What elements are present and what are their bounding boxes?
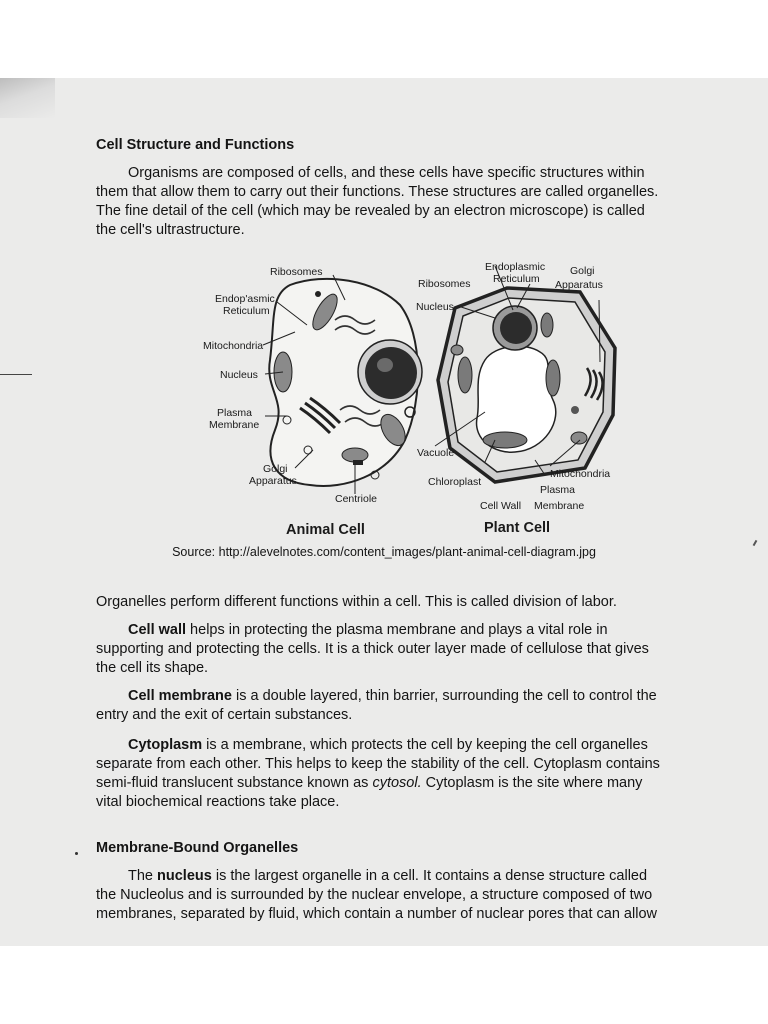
figure-source: Source: http://alevelnotes.com/content_images/plant-animal-cell-diagram.jpg bbox=[172, 545, 596, 559]
label-plant-vacuole: Vacuole bbox=[417, 447, 455, 459]
label-animal-mitochondria: Mitochondria bbox=[203, 340, 264, 352]
label-plant-golgi: Golgi bbox=[570, 265, 595, 277]
label-plant-er-1: Endoplasmic bbox=[485, 261, 546, 273]
label-animal-apparatus: Apparatus bbox=[249, 475, 297, 487]
cytoplasm-line-2: separate from each other. This helps to keep the stability of the cell. Cytoplasm contains bbox=[96, 756, 660, 772]
intro-line-4: the cell's ultrastructure. bbox=[96, 222, 245, 238]
cell-diagram bbox=[195, 250, 635, 548]
label-plant-ribosomes: Ribosomes bbox=[418, 278, 471, 290]
cell-wall-line-2: supporting and protecting the cells. It is a thick outer layer made of cellulose that gives bbox=[96, 641, 649, 657]
cell-membrane-line-1: Cell membrane is a double layered, thin barrier, surrounding the cell to control the bbox=[128, 688, 657, 704]
section-title: Cell Structure and Functions bbox=[96, 137, 295, 153]
label-plant-membrane: Membrane bbox=[534, 500, 585, 512]
label-animal-ribosomes: Ribosomes bbox=[270, 266, 323, 278]
label-animal-er-1: Endop'asmic bbox=[215, 293, 275, 305]
animal-cell-drawing bbox=[263, 275, 422, 494]
label-animal-plasma: Plasma bbox=[217, 407, 253, 419]
cytosol-term: cytosol. bbox=[372, 775, 422, 791]
intro-line-2: them that allow them to carry out their functions. These structures are called organelles. bbox=[96, 184, 659, 200]
label-plant-nucleus: Nucleus bbox=[416, 301, 454, 313]
label-animal-nucleus: Nucleus bbox=[220, 369, 258, 381]
plant-cell-drawing bbox=[435, 266, 615, 482]
nucleus-term: nucleus bbox=[157, 868, 212, 884]
label-animal-golgi: Golgi bbox=[263, 463, 288, 475]
label-plant-mitochondria: Mitochondria bbox=[550, 468, 611, 480]
cell-wall-term: Cell wall bbox=[128, 622, 187, 638]
bullet-dot bbox=[75, 852, 78, 855]
label-plant-er-2: Reticulum bbox=[493, 273, 540, 285]
label-plant-apparatus: Apparatus bbox=[555, 279, 603, 291]
animal-cell-title: Animal Cell bbox=[286, 522, 365, 538]
cell-wall-line-3: the cell its shape. bbox=[96, 660, 209, 676]
cell-membrane-term: Cell membrane bbox=[128, 688, 232, 704]
label-animal-centriole: Centriole bbox=[335, 493, 378, 505]
cytoplasm-line-3: semi-fluid translucent substance known as cytosol. Cytoplasm is the site where many bbox=[96, 775, 643, 791]
nucleus-line-2: the Nucleolus and is surrounded by the nuclear envelope, a structure composed of two bbox=[96, 887, 653, 903]
nucleus-line-3: membranes, separated by fluid, which contain a number of nuclear pores that can allow bbox=[96, 906, 657, 922]
cell-membrane-line-2: entry and the exit of certain substances. bbox=[96, 707, 353, 723]
intro-line-3: The fine detail of the cell (which may be revealed by an electron microscope) is called bbox=[96, 203, 645, 219]
plant-cell-title: Plant Cell bbox=[484, 520, 551, 536]
page-bottom-margin bbox=[0, 946, 768, 1024]
cytoplasm-line-1: Cytoplasm is a membrane, which protects the cell by keeping the cell organelles bbox=[128, 737, 648, 753]
label-plant-cell-wall: Cell Wall bbox=[480, 500, 522, 512]
intro-line-1: Organisms are composed of cells, and these cells have specific structures within bbox=[128, 165, 645, 181]
cytoplasm-line-4: vital biochemical reactions take place. bbox=[96, 794, 340, 810]
margin-mark bbox=[0, 374, 32, 375]
nucleus-line-1: The nucleus is the largest organelle in a cell. It contains a dense structure called bbox=[128, 868, 648, 884]
cytoplasm-term: Cytoplasm bbox=[128, 737, 203, 753]
label-plant-chloroplast: Chloroplast bbox=[428, 476, 482, 488]
cell-wall-line-1: Cell wall helps in protecting the plasma membrane and plays a vital role in bbox=[128, 622, 608, 638]
membrane-bound-heading: Membrane-Bound Organelles bbox=[96, 840, 299, 856]
label-animal-membrane: Membrane bbox=[209, 419, 260, 431]
division-of-labor-text: Organelles perform different functions within a cell. This is called division of labor. bbox=[96, 594, 617, 610]
label-animal-er-2: Reticulum bbox=[223, 305, 270, 317]
label-plant-plasma: Plasma bbox=[540, 484, 576, 496]
